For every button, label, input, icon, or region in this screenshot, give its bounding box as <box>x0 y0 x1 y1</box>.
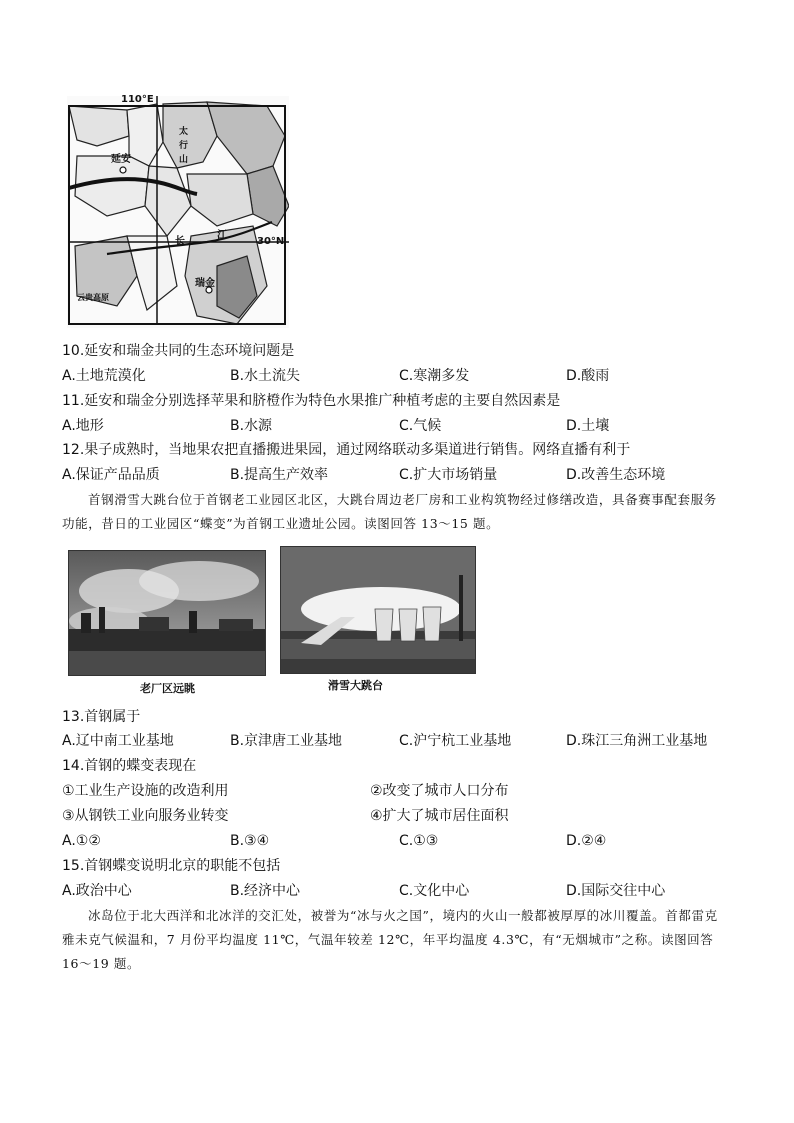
question-10-stem: 10.延安和瑞金共同的生态环境问题是 <box>62 343 295 359</box>
mountain-label-hang: 行 <box>179 141 189 151</box>
q14-item-3: ③从钢铁工业向服务业转变 <box>62 808 229 824</box>
passage-shougang: 首钢滑雪大跳台位于首钢老工业园区北区，大跳台周边老厂房和工业构筑物经过修缮改造，具备赛事配套服务功能，昔日的工业园区“蝶变”为首钢工业遗址公园。读图回答 13～15 题。 <box>62 492 717 531</box>
place-label-ruijin: 瑞金 <box>195 278 215 289</box>
q15-option-a[interactable]: A.政治中心 <box>62 883 132 899</box>
question-13-stem: 13.首钢属于 <box>62 709 141 725</box>
q13-option-d[interactable]: D.珠江三角洲工业基地 <box>566 733 708 749</box>
q14-item-1: ①工业生产设施的改造利用 <box>62 783 229 799</box>
q14-option-b[interactable]: B.③④ <box>230 833 270 849</box>
passage-iceland: 冰岛位于北大西洋和北冰洋的交汇处，被誉为“冰与火之国”，境内的火山一般都被厚厚的冰川覆盖。首都雷克雅未克气候温和，7 月份平均温度 11℃，气温年较差 12℃，年平均温度 4.3℃，有“无烟城市”之称。读图回答 16～19 题。 <box>62 908 718 971</box>
question-11-stem: 11.延安和瑞金分别选择苹果和脐橙作为特色水果推广种植考虑的主要自然因素是 <box>62 393 561 409</box>
caption-ski-jump: 滑雪大跳台 <box>328 679 383 692</box>
q11-option-a[interactable]: A.地形 <box>62 418 104 434</box>
longitude-label: 110°E <box>121 94 154 105</box>
q10-option-a[interactable]: A.土地荒漠化 <box>62 368 146 384</box>
river-label-jiang: 江 <box>217 230 227 241</box>
ski-jump-image <box>281 547 475 673</box>
q15-option-c[interactable]: C.文化中心 <box>399 883 470 899</box>
q14-option-a[interactable]: A.①② <box>62 833 101 849</box>
question-12-stem: 12.果子成熟时，当地果农把直播搬进果园，通过网络联动多渠道进行销售。网络直播有利于 <box>62 442 631 458</box>
mountain-label-tai: 太 <box>179 127 189 137</box>
q14-option-d[interactable]: D.②④ <box>566 833 607 849</box>
river-label-chang: 长 <box>175 236 185 247</box>
q14-item-4: ④扩大了城市居住面积 <box>370 808 509 824</box>
location-map <box>67 96 289 328</box>
q10-option-d[interactable]: D.酸雨 <box>566 368 610 384</box>
photo-old-factory <box>68 550 266 676</box>
mountain-label-shan: 山 <box>179 155 189 165</box>
question-15-stem: 15.首钢蝶变说明北京的职能不包括 <box>62 858 281 874</box>
q11-option-d[interactable]: D.土壤 <box>566 418 610 434</box>
q12-option-a[interactable]: A.保证产品品质 <box>62 467 160 483</box>
photo-ski-jump <box>280 546 476 674</box>
q12-option-b[interactable]: B.提高生产效率 <box>230 467 329 483</box>
q10-option-c[interactable]: C.寒潮多发 <box>399 368 470 384</box>
q15-option-b[interactable]: B.经济中心 <box>230 883 301 899</box>
q13-option-b[interactable]: B.京津唐工业基地 <box>230 733 343 749</box>
q13-option-c[interactable]: C.沪宁杭工业基地 <box>399 733 512 749</box>
plateau-label: 云贵高原 <box>77 293 109 302</box>
question-14-stem: 14.首钢的蝶变表现在 <box>62 758 197 774</box>
q12-option-d[interactable]: D.改善生态环境 <box>566 467 666 483</box>
q10-option-b[interactable]: B.水土流失 <box>230 368 301 384</box>
q11-option-b[interactable]: B.水源 <box>230 418 273 434</box>
place-label-yanan: 延安 <box>111 154 131 165</box>
q11-option-c[interactable]: C.气候 <box>399 418 442 434</box>
latitude-label: 30°N <box>257 236 285 247</box>
caption-old-factory: 老厂区远眺 <box>140 682 195 695</box>
q13-option-a[interactable]: A.辽中南工业基地 <box>62 733 174 749</box>
q14-option-c[interactable]: C.①③ <box>399 833 439 849</box>
q15-option-d[interactable]: D.国际交往中心 <box>566 883 666 899</box>
old-factory-image <box>69 551 265 675</box>
q14-item-2: ②改变了城市人口分布 <box>370 783 509 799</box>
q12-option-c[interactable]: C.扩大市场销量 <box>399 467 498 483</box>
